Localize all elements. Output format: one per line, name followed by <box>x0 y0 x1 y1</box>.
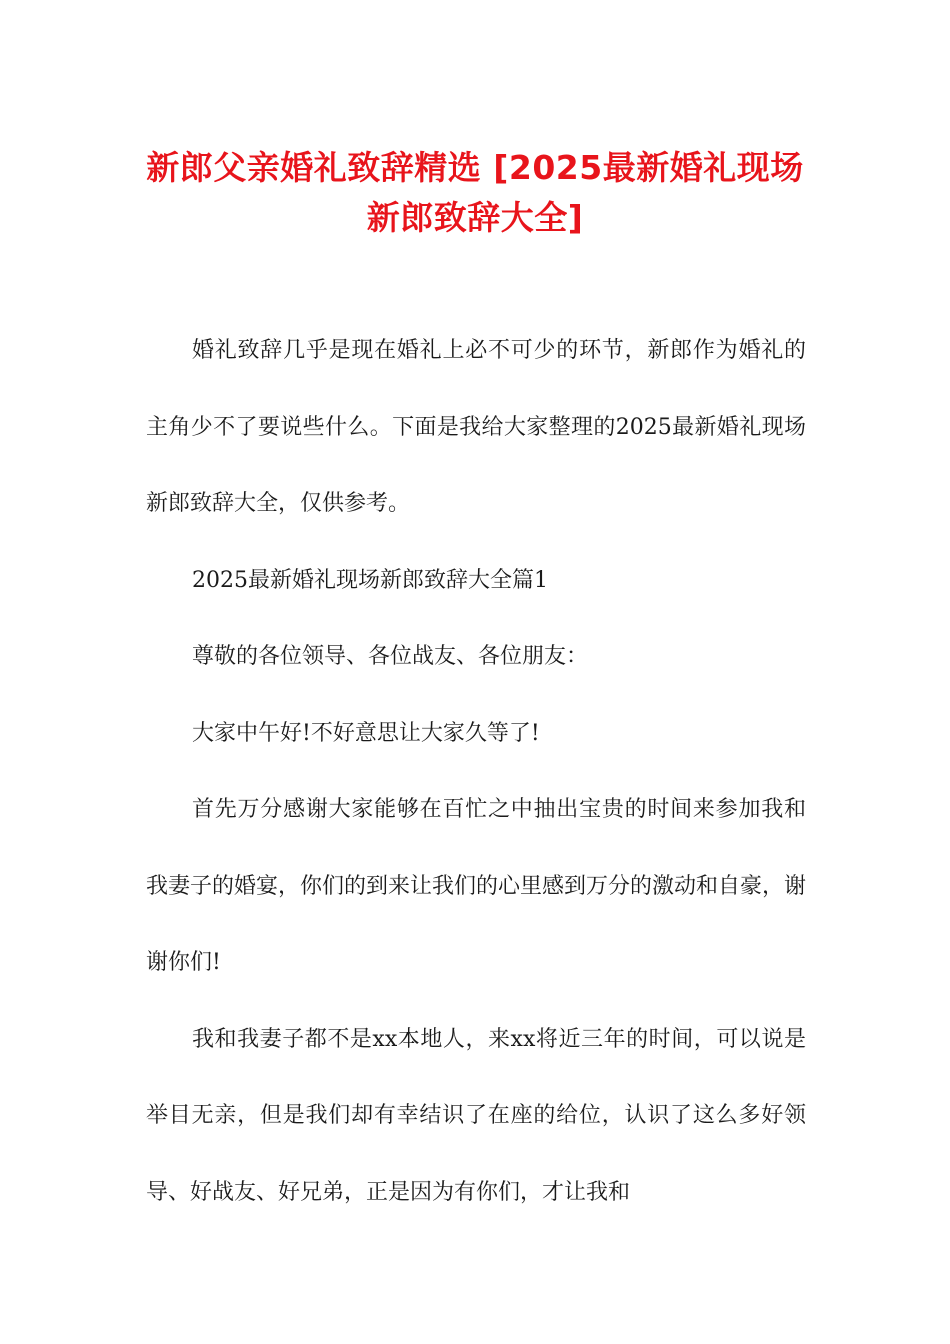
paragraph-background: 我和我妻子都不是xx本地人，来xx将近三年的时间，可以说是举目无亲，但是我们却有幸结识了在座的给位，认识了这么多好领导、好战友、好兄弟，正是因为有你们，才让我和 <box>146 1026 806 1205</box>
paragraph-intro: 婚礼致辞几乎是现在婚礼上必不可少的环节，新郎作为婚礼的主角少不了要说些什么。下面是我给大家整理的2025最新婚礼现场新郎致辞大全，仅供参考。 <box>146 338 806 516</box>
title-line-1: 新郎父亲婚礼致辞精选 [2025最新婚礼现场 <box>146 148 804 187</box>
document-title <box>100 143 850 243</box>
title-line-2: 新郎致辞大全] <box>366 198 584 237</box>
paragraph-greeting: 大家中午好!不好意思让大家久等了! <box>192 720 540 746</box>
document-body <box>146 313 806 1231</box>
paragraph-section-heading: 2025最新婚礼现场新郎致辞大全篇1 <box>192 567 548 593</box>
paragraph-thanks: 首先万分感谢大家能够在百忙之中抽出宝贵的时间来参加我和我妻子的婚宴，你们的到来让我们的心里感到万分的激动和自豪，谢谢你们! <box>146 797 807 975</box>
paragraph-salutation: 尊敬的各位领导、各位战友、各位朋友： <box>192 644 589 669</box>
